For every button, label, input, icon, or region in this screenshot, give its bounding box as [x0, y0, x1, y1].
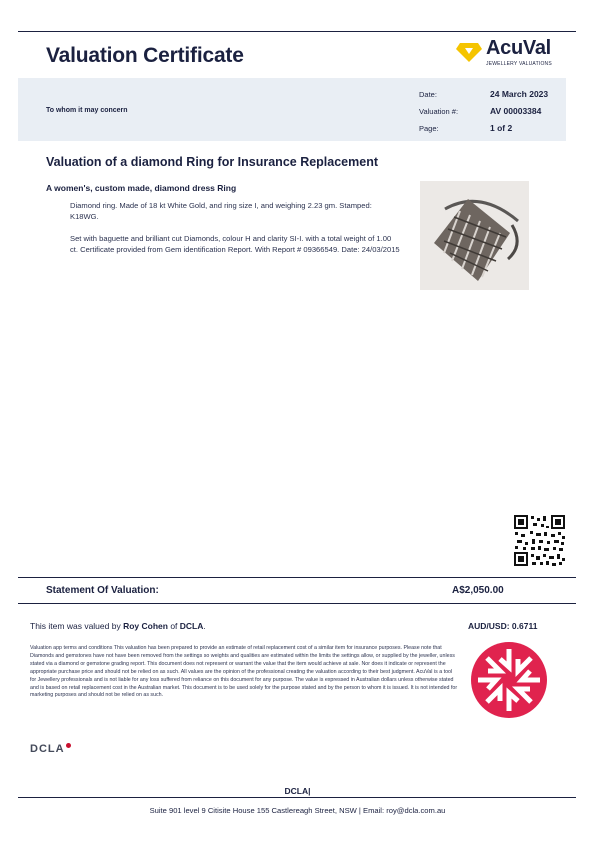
footer-divider: [18, 797, 576, 798]
valuer-name: Roy Cohen: [123, 621, 168, 631]
item-heading: Valuation of a diamond Ring for Insurance Replacement: [46, 155, 379, 169]
valuer-middle: of: [167, 621, 180, 631]
valuer-suffix: .: [203, 621, 206, 631]
statement-label: Statement Of Valuation:: [46, 585, 159, 596]
header-divider: [18, 31, 576, 32]
diamond-icon: [456, 37, 482, 63]
logo-tagline: JEWELLERY VALUATIONS: [486, 61, 552, 67]
dcla-logo: [30, 743, 71, 755]
statement-value: A$2,050.00: [452, 585, 504, 596]
valuer-prefix: This item was valued by: [30, 621, 124, 631]
footer-address: Suite 901 level 9 Citisite House 155 Castlereagh Street, NSW | Email: roy@dcla.com.au: [149, 806, 446, 815]
statement-divider-bottom: [18, 603, 576, 604]
page-title: Valuation Certificate: [46, 44, 244, 67]
page-value: 1 of 2: [490, 123, 513, 133]
item-description-2: Set with baguette and brilliant cut Diamonds, colour H and clarity SI-I. with a total weight of 1.00 ct. Certificate provided from Gem identification Report. With Report # 09366549. Date: 24/03/2015: [70, 234, 400, 254]
salutation: To whom it may concern: [46, 107, 128, 114]
valuer-company: DCLA: [179, 621, 204, 631]
dcla-emblem-icon: [470, 641, 548, 719]
footer-company: DCLA|: [284, 786, 311, 796]
date-value: 24 March 2023: [490, 89, 549, 99]
terms-and-conditions: Valuation app terms and conditions This valuation has been prepared to provide an estimate of retail replacement cost of a similar item for insurance purposes. Please note that Diamonds and gemstones have not have been removed from the settings so weights and qualities are estimated within the limits the settings allow, or supplied by the jeweller, unless stated via a diamond or gemstone grading report. This document does not represent or warrant the value that the item would achieve at sale. Nor does it indicate or represent the appropriate purchase price and should not be relied on as such. All values are the opinion of the professional creating the valuation according to their best judgment. AcuVal is a tool for Jewellery professionals and is not liable for any loss suffered from reliance on this document for any purpose. The value is expressed in Australian dollars unless otherwise stated and is based on retail replacement cost in the Australian market. This document is to be used solely for the purpose stated and by the person to whom it is issued. It is not intended for marketing purposes and should not be relied on as such.: [30, 645, 458, 699]
date-label: Date:: [419, 90, 437, 99]
qr-code[interactable]: [513, 514, 566, 567]
acuval-logo: [456, 37, 566, 71]
exchange-rate: AUD/USD: 0.6711: [468, 621, 538, 631]
ring-photo: [420, 181, 529, 290]
item-description-1: Diamond ring. Made of 18 kt White Gold, and ring size I, and weighing 2.23 gm. Stamped: K18WG.: [70, 201, 372, 221]
valuer-line: [30, 621, 206, 631]
dcla-logo-text: DCLA: [30, 743, 65, 755]
page-label: Page:: [419, 124, 439, 133]
logo-wordmark: AcuVal: [486, 37, 551, 59]
item-title: A women's, custom made, diamond dress Ring: [46, 183, 237, 193]
statement-divider-top: [18, 577, 576, 578]
valuation-number-label: Valuation #:: [419, 107, 459, 116]
dcla-dot-icon: [66, 743, 71, 748]
valuation-number-value: AV 00003384: [490, 106, 542, 116]
